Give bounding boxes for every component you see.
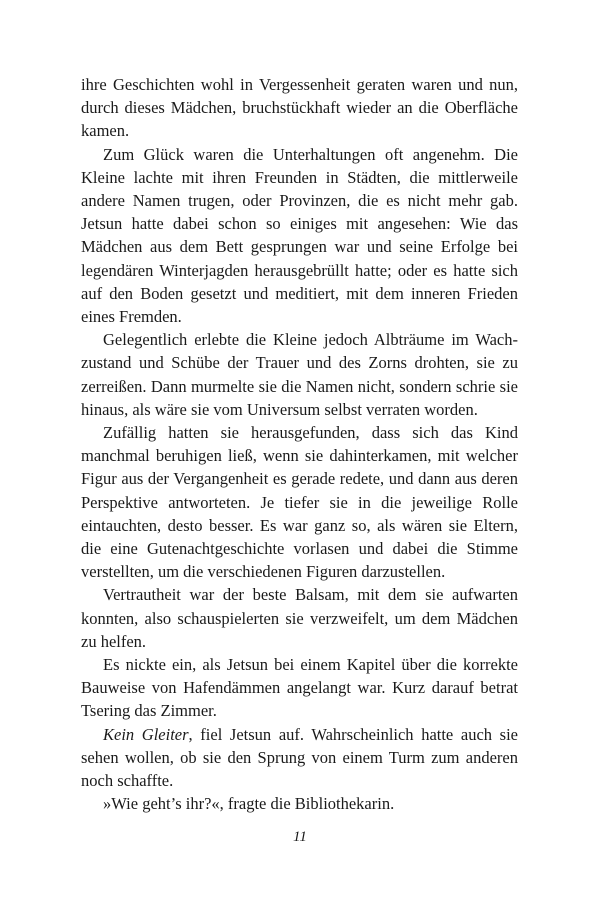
paragraph-7 (81, 723, 518, 793)
paragraph-1: ihre Geschichten wohl in Vergessenheit geraten waren und nun, durch dieses Mädchen, bruchstückhaft wieder an die Oberfläche kamen. (81, 75, 518, 141)
paragraph-7-text: , fiel Jetsun auf. Wahrscheinlich hatte auch sie sehen wollen, ob sie den Sprung von einem Turm zum anderen noch schaffte. (81, 724, 519, 791)
page-number: 11 (293, 829, 307, 845)
paragraph-2: Zum Glück waren die Unterhaltungen oft angenehm. Die Kleine lachte mit ihren Freunden in Städten, die mittlerweile andere Namen trugen, oder Provinzen, die es nicht mehr gab. Jetsun hatte dabei schon so einiges mit angesehen: Wie das Mädchen aus dem Bett gesprungen war und seine Erfolge bei legendären Winterjagden herausgebrüllt hatte; oder es hatte sich auf den Boden gesetzt und meditiert, mit dem inneren Frieden eines Fremden. (81, 144, 518, 327)
body-text (81, 73, 518, 816)
paragraph-8: »Wie geht’s ihr?«, fragte die Bibliothekarin. (103, 794, 395, 814)
paragraph-6: Es nickte ein, als Jetsun bei einem Kapitel über die korrekte Bauweise von Hafendämmen angelangt war. Kurz darauf betrat Tsering das Zimmer. (81, 655, 518, 721)
paragraph-3: Gelegentlich erlebte die Kleine jedoch Albträume im Wachzustand und Schübe der Trauer und des Zorns drohten, sie zu zerreißen. Dann murmelte sie die Namen nicht, sondern schrie sie hinaus, als wäre sie vom Universum selbst verraten worden. (81, 330, 518, 419)
italic-phrase: Kein Gleiter (103, 724, 189, 744)
paragraph-4: Zufällig hatten sie herausgefunden, dass sich das Kind manchmal beruhigen ließ, wenn sie dahinterkamen, mit welcher Figur aus der Vergangenheit es gerade redete, und dann aus deren Perspektive antworteten. Je tiefer sie in die jeweilige Rolle eintauchten, desto besser. Es war ganz so, als wären sie Eltern, die eine Gutenachtgeschichte vorlasen und dabei die Stimme verstellten, um die verschiedenen Figuren darzustellen. (81, 423, 518, 582)
paragraph-5: Vertrautheit war der beste Balsam, mit dem sie aufwarten konnten, also schauspielerten sie verzweifelt, um dem Mädchen zu helfen. (81, 585, 518, 651)
